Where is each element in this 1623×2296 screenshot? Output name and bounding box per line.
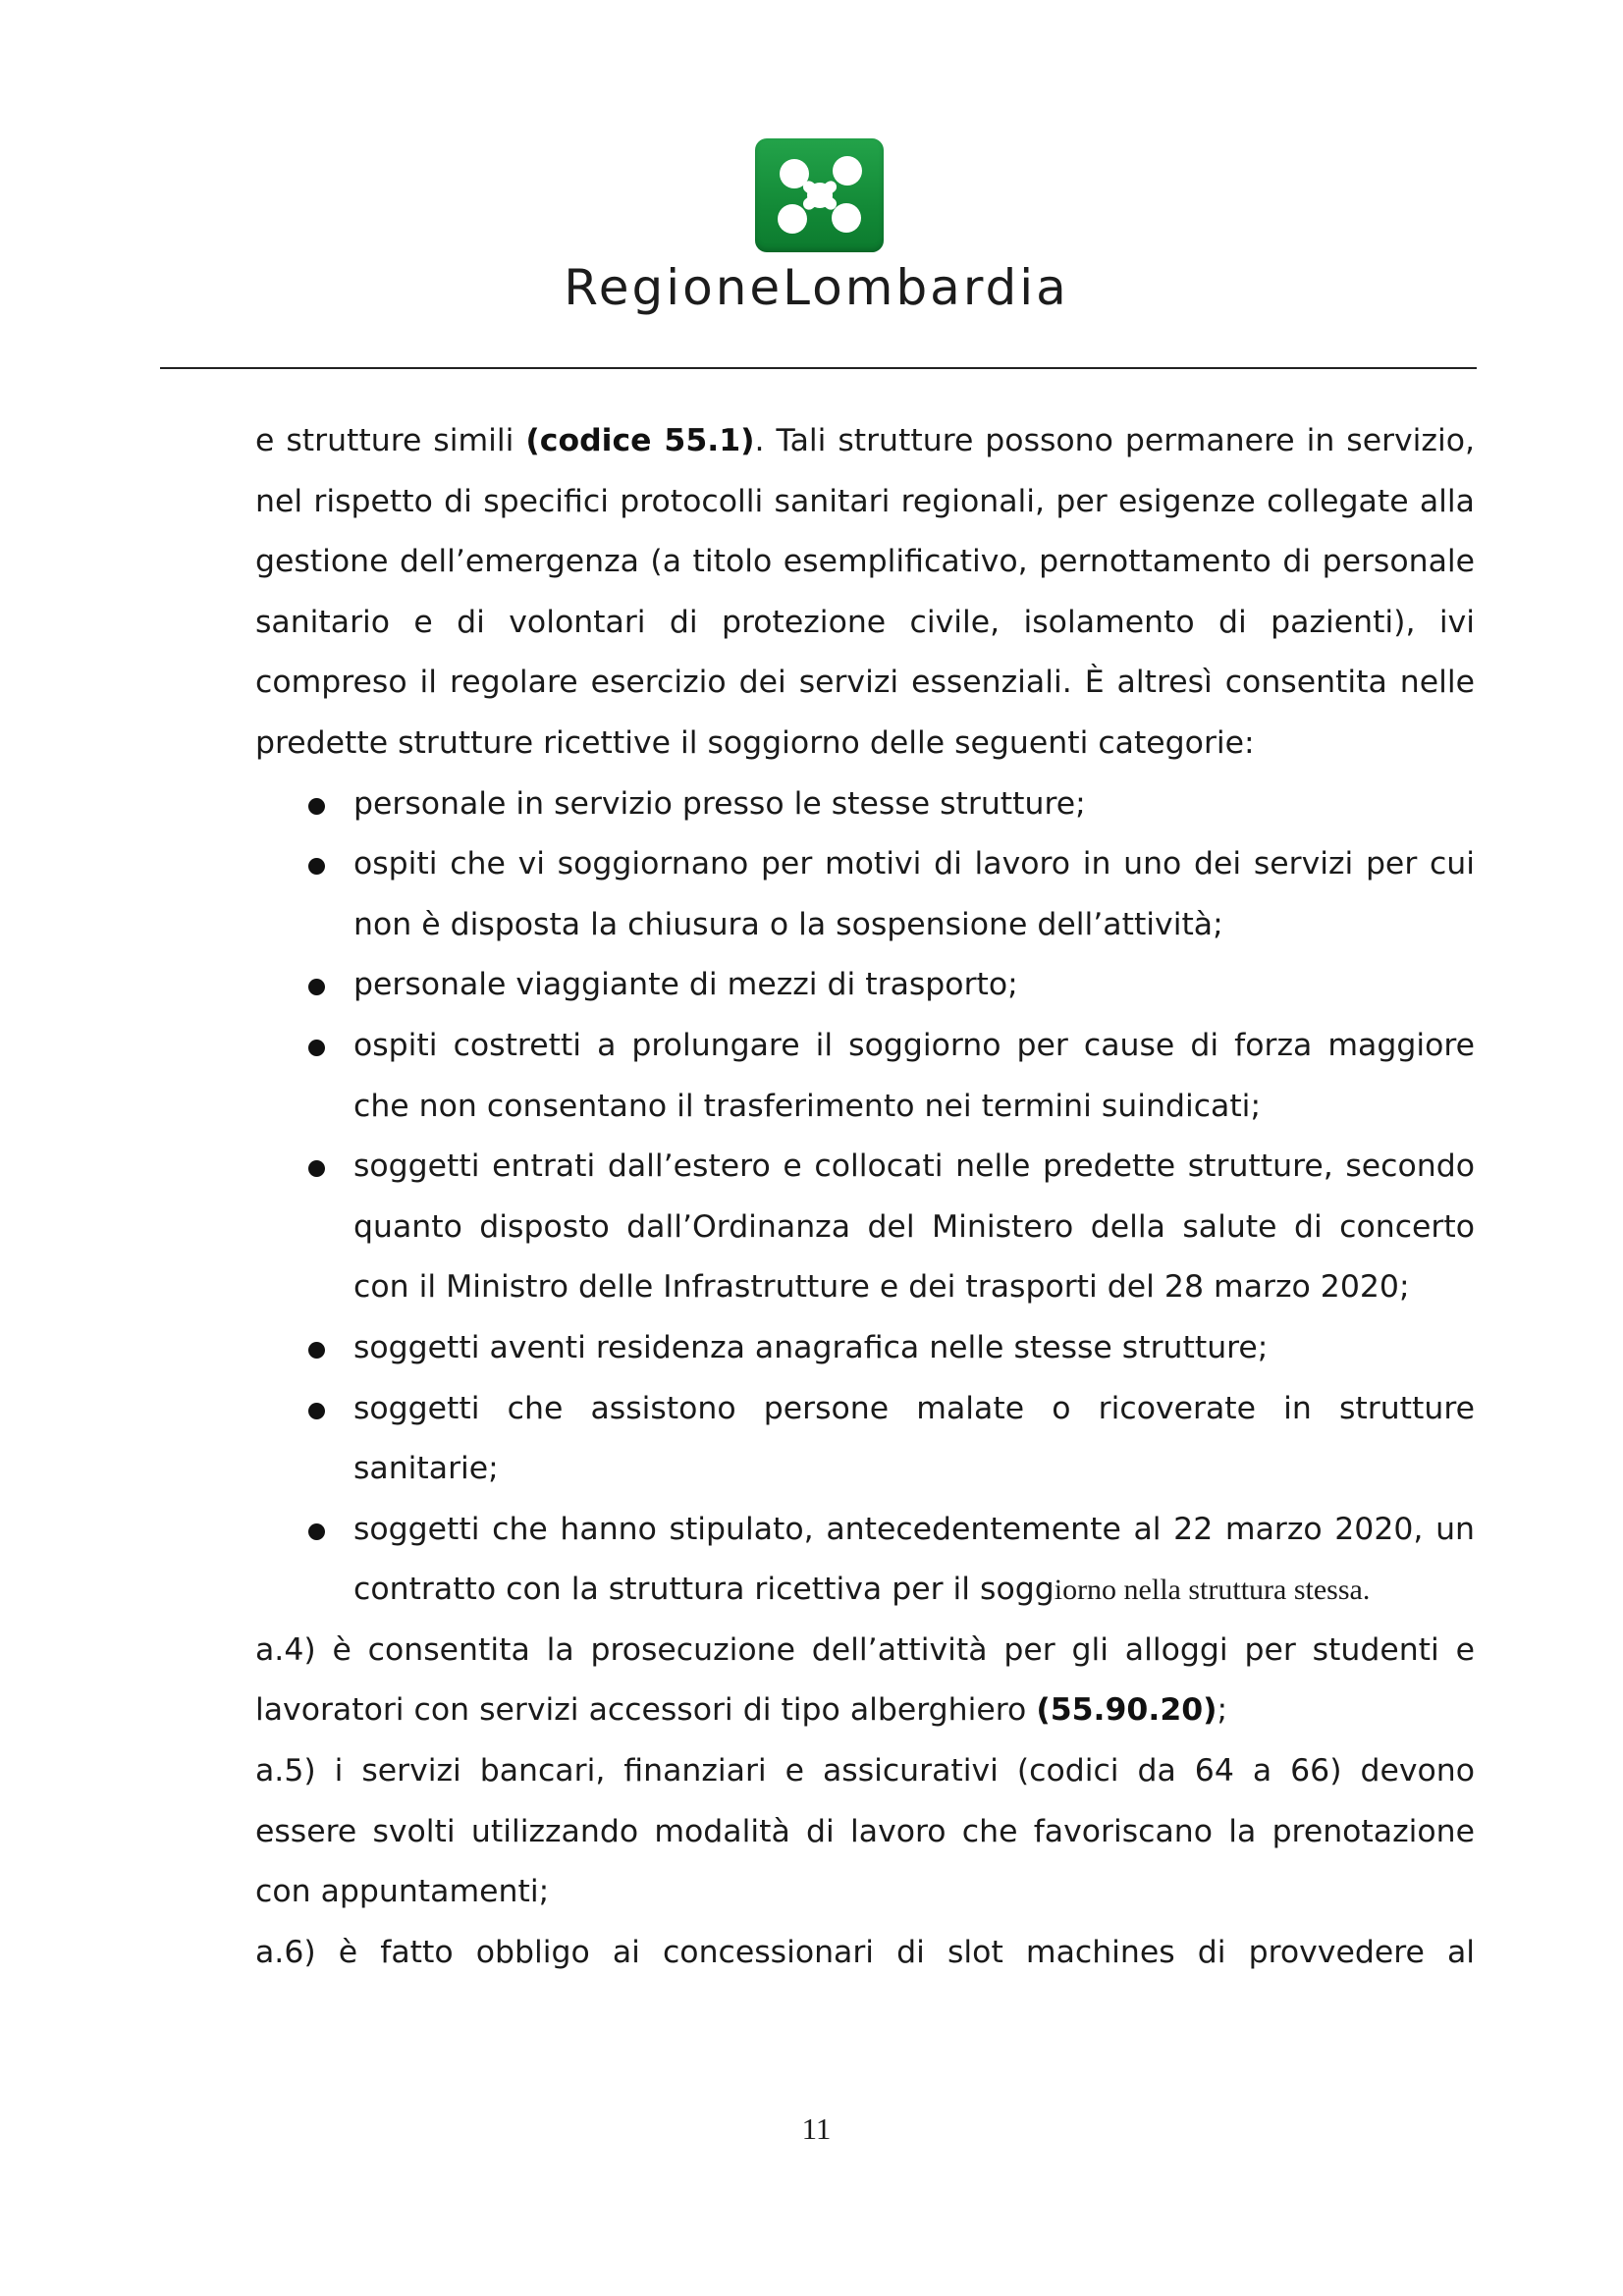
a5-text: a.5) i servizi bancari, finanziari e assicurativi (codici da 64 a 66) devono essere svolti utilizzando modalità di lavoro che favoriscano la prenotazione con appuntamenti; (255, 1753, 1475, 1910)
page-number: 11 (801, 2111, 832, 2146)
intro-text-1: e strutture simili (255, 423, 526, 458)
bullet-icon (308, 858, 325, 875)
paragraph-a4 (255, 1621, 1475, 1741)
bullet-icon (308, 979, 325, 995)
list-item (255, 1500, 1475, 1621)
paragraph-a6 (255, 1923, 1475, 1984)
brand-name: RegioneLombardia (564, 259, 1069, 316)
list-item-text: ospiti costretti a prolungare il soggiorno per cause di forza maggiore che non consentano il trasferimento nei termini suindicati; (353, 1027, 1475, 1124)
bullet-icon (308, 1342, 325, 1359)
intro-paragraph (255, 411, 1475, 774)
a4-text-1: a.4) è consentita la prosecuzione dell’attività per gli alloggi per studenti e lavoratori con servizi accessori di tipo alberghiero (255, 1631, 1475, 1729)
paragraph-a5 (255, 1741, 1475, 1923)
list-item (255, 1379, 1475, 1500)
list-item-text-tail: iorno nella struttura stessa. (1054, 1574, 1371, 1607)
bullet-icon (308, 1160, 325, 1177)
intro-bold-code: (codice 55.1) (525, 423, 755, 458)
list-item-text: soggetti aventi residenza anagrafica nelle stesse strutture; (353, 1329, 1269, 1365)
list-item-text: soggetti che assistono persone malate o ricoverate in strutture sanitarie; (353, 1390, 1475, 1487)
a6-text: a.6) è fatto obbligo ai concessionari di slot machines di provvedere al (255, 1934, 1475, 1970)
list-item (255, 1137, 1475, 1318)
page-header (0, 0, 1623, 373)
a4-bold-code: (55.90.20) (1036, 1692, 1217, 1729)
list-item (255, 834, 1475, 955)
list-item (255, 1318, 1475, 1379)
a4-text-2: ; (1217, 1692, 1228, 1729)
bullet-icon (308, 798, 325, 815)
bullet-icon (308, 1523, 325, 1540)
list-item (255, 955, 1475, 1016)
intro-text-2: . Tali strutture possono permanere in servizio, nel rispetto di specifici protocolli sanitari regionali, per esigenze collegate alla gestione dell’emergenza (a titolo esemplificativo, pernottamento di personale sanitario e di volontari di protezione civile, isolamento di pazienti), ivi compreso il regolare esercizio dei servizi essenziali. È altresì consentita nelle predette strutture ricettive il soggiorno delle seguenti categorie: (255, 423, 1475, 761)
document-body (255, 411, 1475, 1983)
bullet-icon (308, 1403, 325, 1419)
bullet-icon (308, 1040, 325, 1056)
rosa-camuna-icon (755, 138, 884, 252)
list-item-text: soggetti che hanno stipulato, antecedentemente al 22 marzo 2020, un contratto con la struttura ricettiva per il sogg (353, 1511, 1475, 1608)
header-divider (160, 367, 1477, 369)
list-item-text: personale viaggiante di mezzi di trasporto; (353, 967, 1018, 1003)
list-item (255, 1016, 1475, 1137)
list-item-text: personale in servizio presso le stesse strutture; (353, 785, 1086, 822)
categories-list (255, 774, 1475, 1621)
list-item-text: ospiti che vi soggiornano per motivi di lavoro in uno dei servizi per cui non è disposta la chiusura o la sospensione dell’attività; (353, 846, 1475, 942)
rosa-camuna-shape (755, 138, 884, 252)
list-item-text: soggetti entrati dall’estero e collocati nelle predette strutture, secondo quanto disposto dall’Ordinanza del Ministero della salute di concerto con il Ministro delle Infrastrutture e dei trasporti del 28 marzo 2020; (353, 1148, 1475, 1306)
list-item (255, 774, 1475, 835)
